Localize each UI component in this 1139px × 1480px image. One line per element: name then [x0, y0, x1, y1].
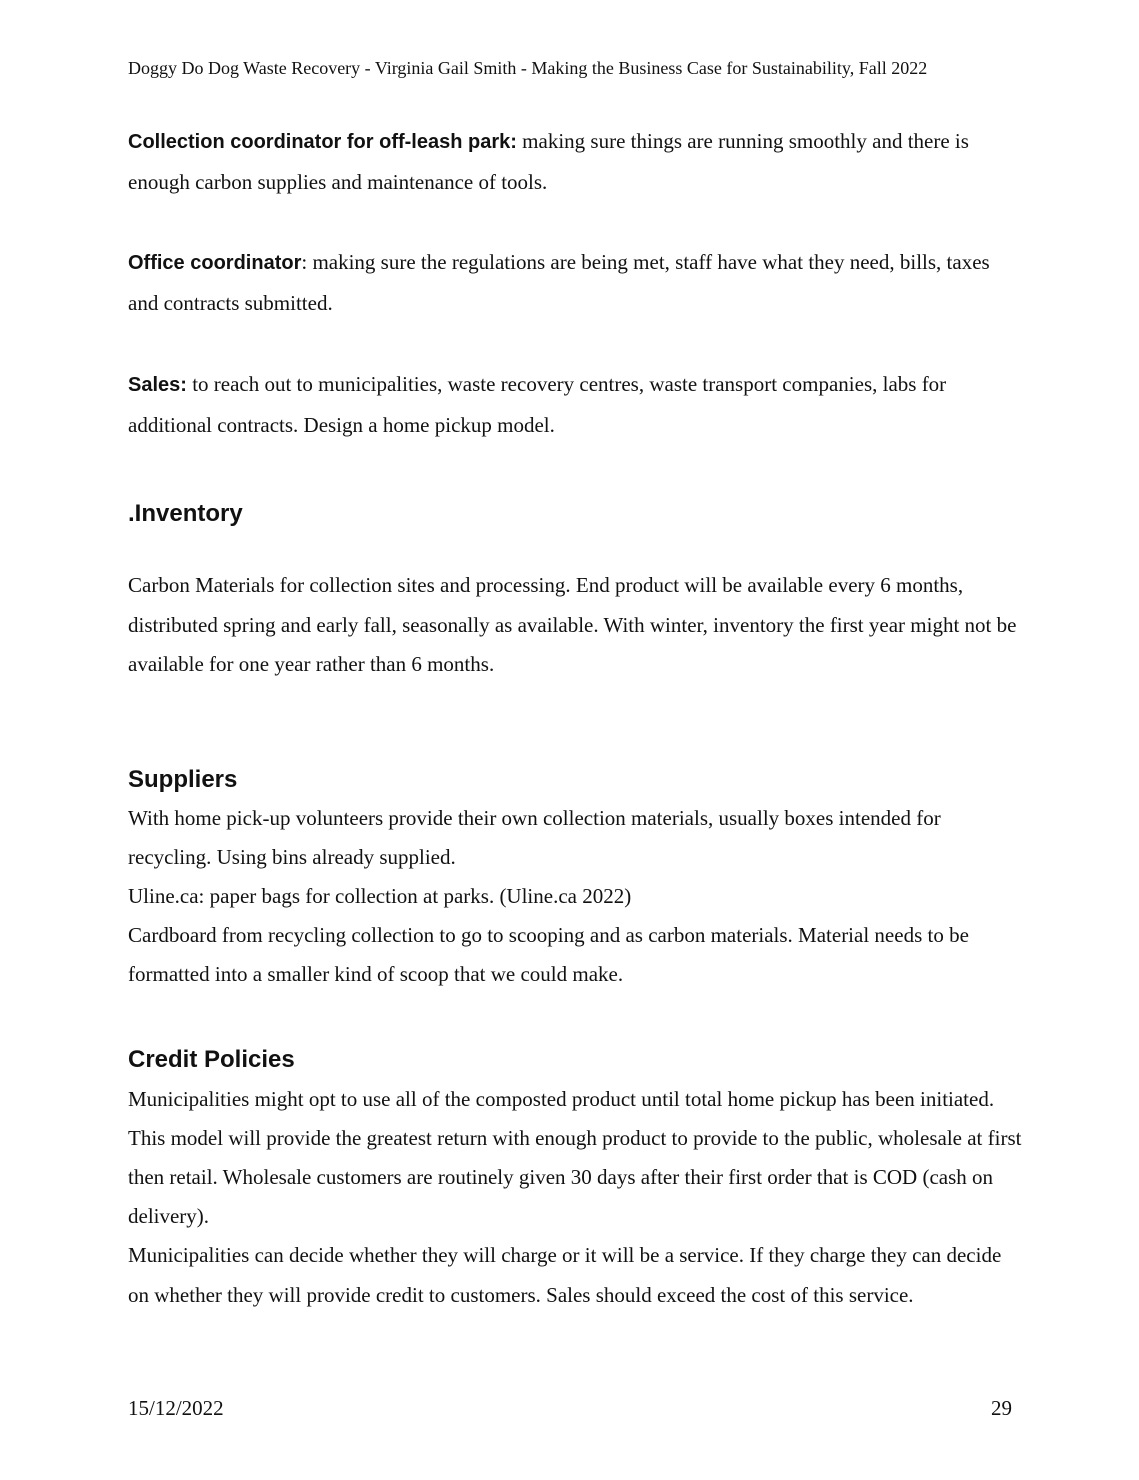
page-header: Doggy Do Dog Waste Recovery - Virginia Gail Smith - Making the Business Case for Sustainability, Fall 2022	[128, 58, 928, 78]
role-title: Office coordinator	[128, 252, 302, 274]
suppliers-heading: Suppliers	[128, 765, 238, 793]
role-description: making sure things are running smoothly and there is enough carbon supplies and maintenance of tools.	[128, 129, 969, 194]
suppliers-line: Cardboard from recycling collection to go to scooping and as carbon materials. Material needs to be formatted into a smaller kind of scoop that we could make.	[128, 923, 969, 987]
inventory-heading: .Inventory	[128, 500, 243, 527]
page-number: 29	[991, 1396, 1012, 1420]
role-collection-coordinator	[128, 122, 1023, 202]
inventory-text: Carbon Materials for collection sites and processing. End product will be available every 6 months, distributed spring and early fall, seasonally as available. With winter, inventory the first year might not be available for one year rather than 6 months.	[128, 573, 1017, 676]
role-title: Sales:	[128, 374, 187, 396]
credit-policies-line: Municipalities might opt to use all of the composted product until total home pickup has been initiated. This model will provide the greatest return with enough product to provide to the public, wholesale at first then retail. Wholesale customers are routinely given 30 days after their first order that is COD (cash on delivery).	[128, 1086, 1022, 1229]
footer-date: 15/12/2022	[128, 1396, 224, 1420]
credit-policies-heading: Credit Policies	[128, 1045, 295, 1073]
role-office-coordinator	[128, 243, 1023, 323]
suppliers-line: With home pick-up volunteers provide their own collection materials, usually boxes intended for recycling. Using bins already supplied.	[128, 805, 941, 869]
role-description: to reach out to municipalities, waste recovery centres, waste transport companies, labs for additional contracts. Design a home pickup model.	[128, 372, 947, 437]
suppliers-body	[128, 799, 1023, 995]
document-body	[128, 122, 1023, 1315]
role-description: : making sure the regulations are being met, staff have what they need, bills, taxes and contracts submitted.	[128, 250, 990, 315]
suppliers-line: Uline.ca: paper bags for collection at parks. (Uline.ca 2022)	[128, 883, 632, 908]
credit-policies-body	[128, 1080, 1023, 1315]
role-sales	[128, 365, 1023, 445]
role-title: Collection coordinator for off-leash park:	[128, 131, 517, 153]
credit-policies-line: Municipalities can decide whether they will charge or it will be a service. If they charge they can decide on whether they will provide credit to customers. Sales should exceed the cost of this service.	[128, 1243, 1002, 1307]
